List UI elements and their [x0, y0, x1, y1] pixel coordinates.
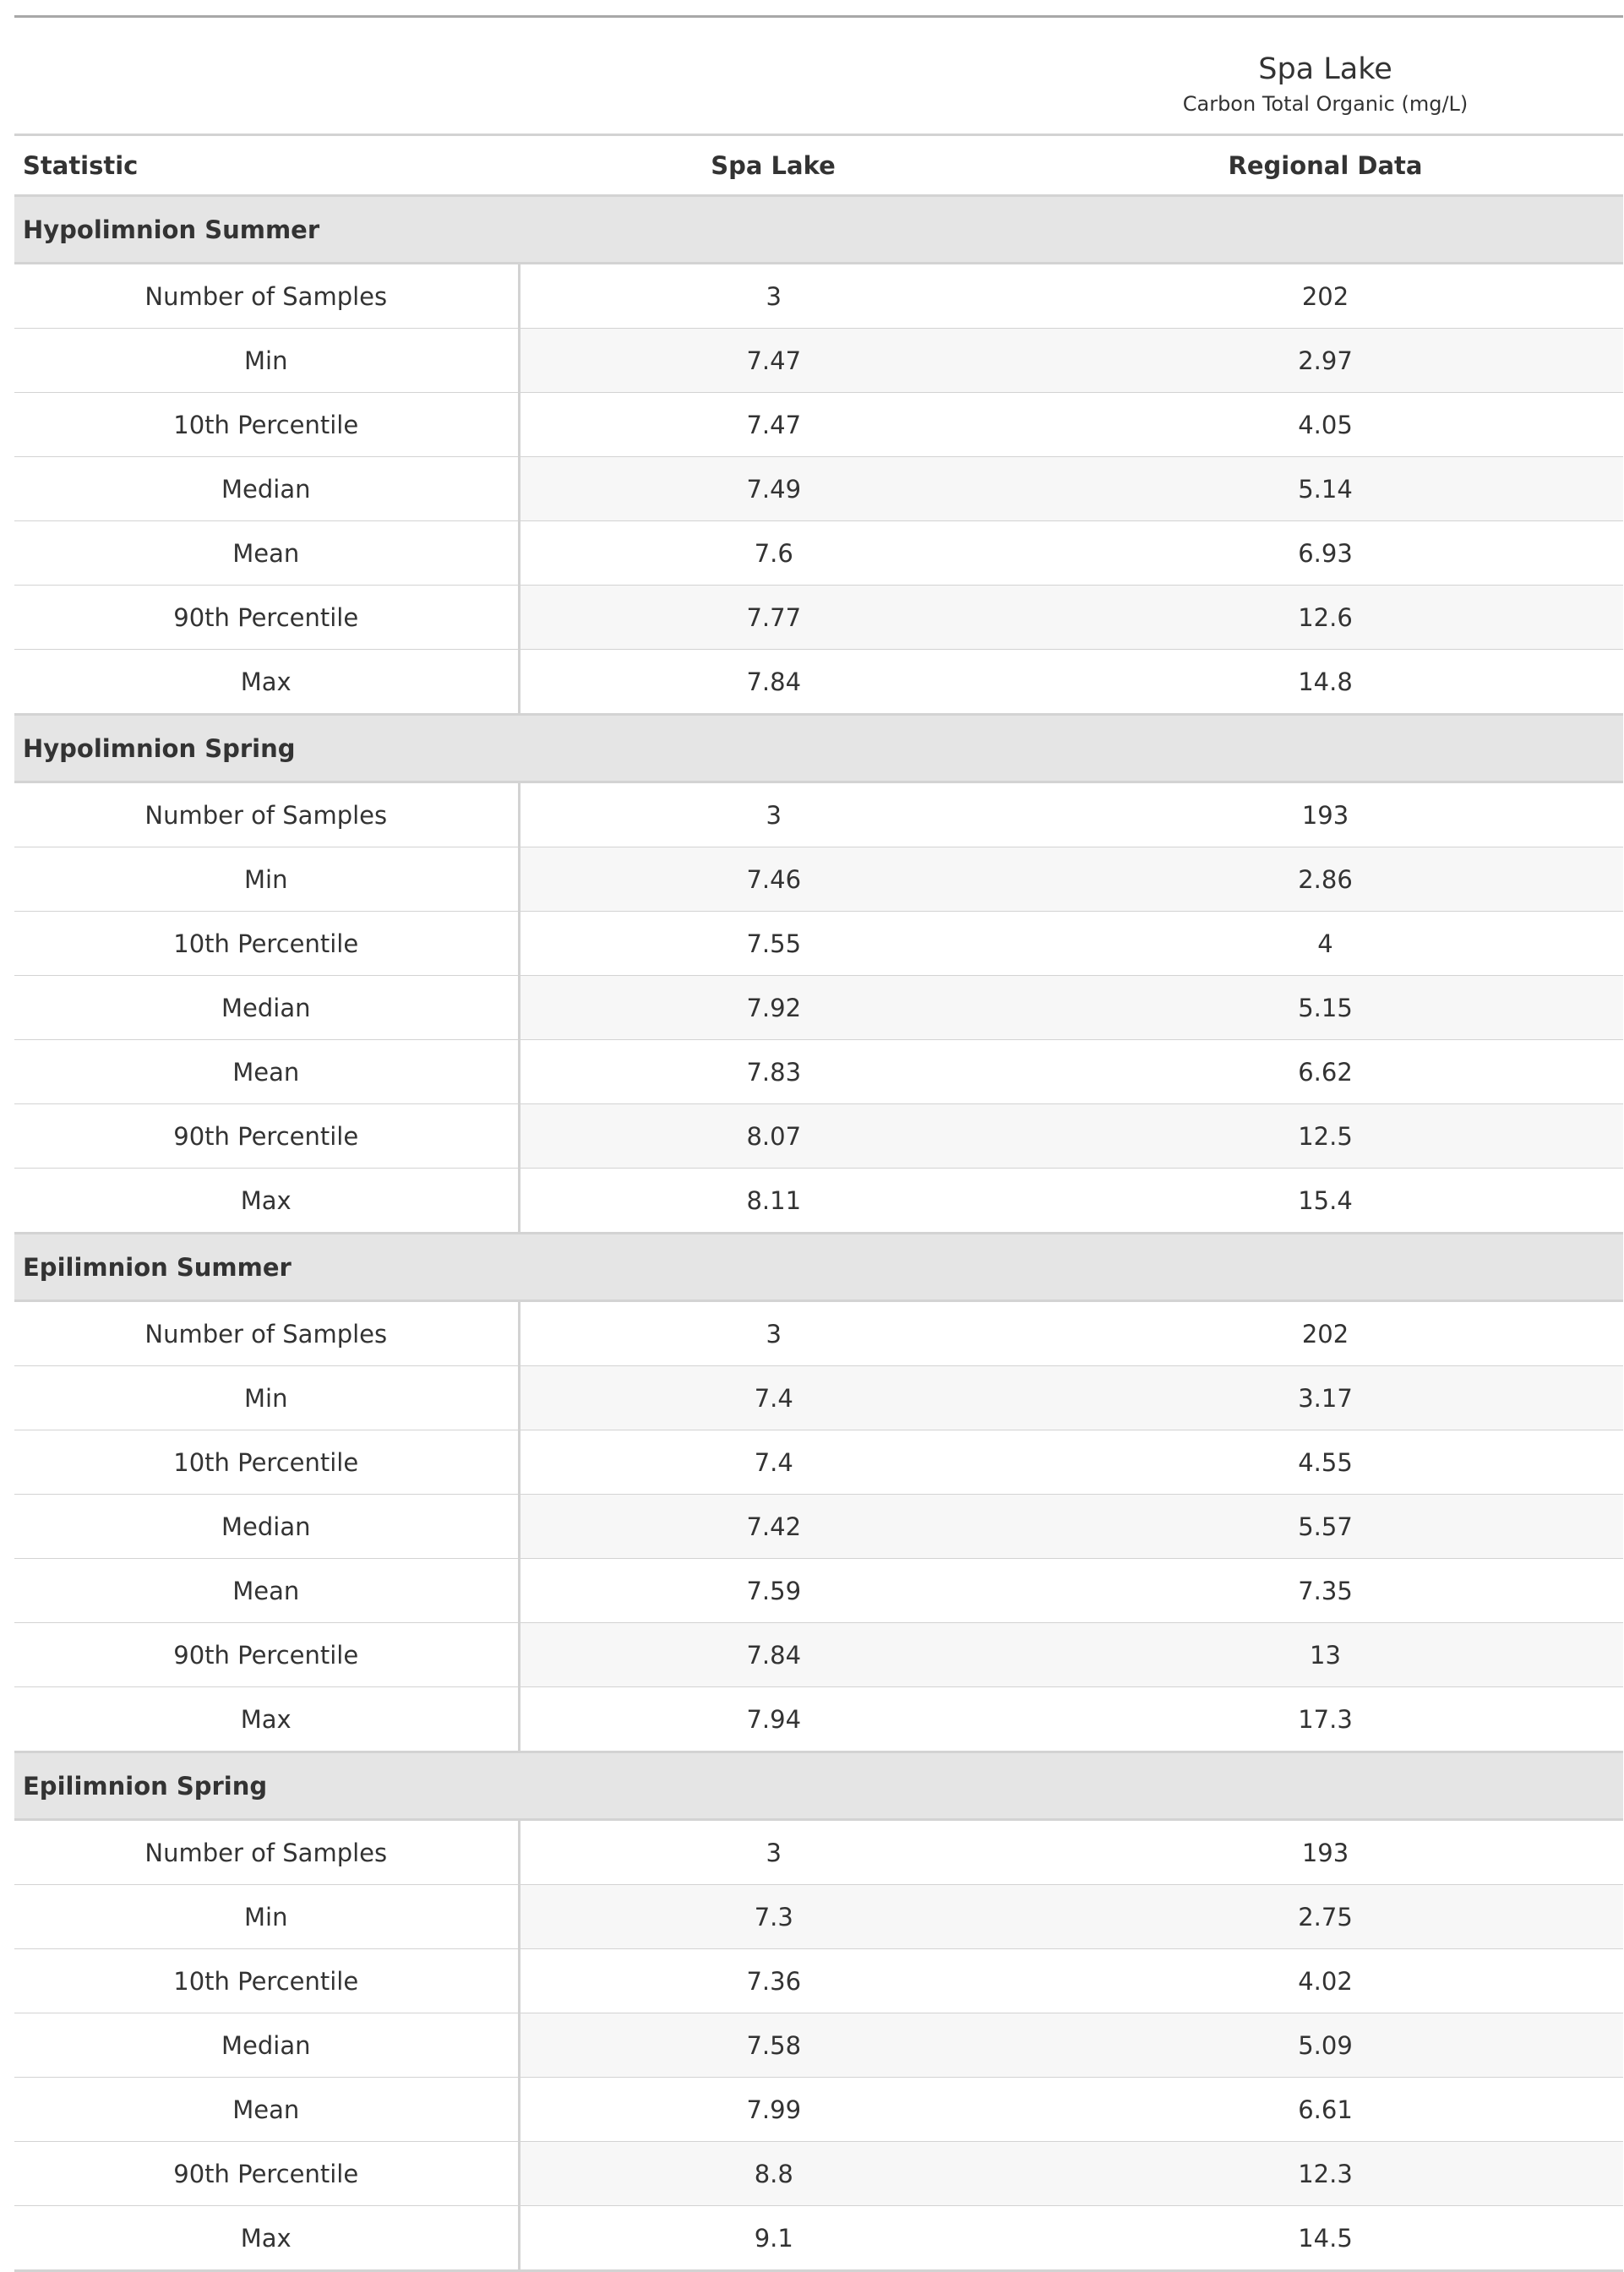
stat-cell: Mean	[14, 1040, 519, 1104]
stat-cell: Mean	[14, 2078, 519, 2142]
regional-data-cell: 4.02	[1027, 1949, 1623, 2013]
table-row	[14, 586, 1623, 650]
summary-table	[14, 15, 1623, 2272]
stat-cell: Number of Samples	[14, 264, 519, 329]
spa-lake-cell: 8.07	[519, 1104, 1027, 1169]
table-row	[14, 1820, 1623, 1885]
stat-cell: Min	[14, 1366, 519, 1430]
column-header-spa-lake: Spa Lake	[519, 135, 1027, 196]
spa-lake-cell: 7.47	[519, 329, 1027, 393]
spa-lake-cell: 7.47	[519, 393, 1027, 457]
regional-data-cell: 7.35	[1027, 1559, 1623, 1623]
stat-cell: Median	[14, 1495, 519, 1559]
stat-cell: Number of Samples	[14, 782, 519, 847]
spa-lake-cell: 7.4	[519, 1366, 1027, 1430]
stat-cell: 10th Percentile	[14, 1430, 519, 1495]
stat-cell: Median	[14, 976, 519, 1040]
spa-lake-cell: 7.83	[519, 1040, 1027, 1104]
stat-cell: 90th Percentile	[14, 1623, 519, 1687]
regional-data-cell: 2.86	[1027, 847, 1623, 912]
stat-cell: Number of Samples	[14, 1820, 519, 1885]
table-row	[14, 457, 1623, 521]
table-row	[14, 1366, 1623, 1430]
regional-data-cell: 3.17	[1027, 1366, 1623, 1430]
stat-cell: Max	[14, 1687, 519, 1752]
spa-lake-cell: 8.11	[519, 1169, 1027, 1234]
spa-lake-cell: 7.58	[519, 2013, 1027, 2078]
regional-data-cell: 6.62	[1027, 1040, 1623, 1104]
stat-cell: Min	[14, 1885, 519, 1949]
regional-data-cell: 202	[1027, 1301, 1623, 1366]
column-header-regional-data: Regional Data	[1027, 135, 1623, 196]
group-header-row	[14, 196, 1623, 264]
regional-data-cell: 4.55	[1027, 1430, 1623, 1495]
spa-lake-cell: 7.36	[519, 1949, 1027, 2013]
table-row	[14, 650, 1623, 715]
regional-data-cell: 12.5	[1027, 1104, 1623, 1169]
table-row	[14, 329, 1623, 393]
regional-data-cell: 193	[1027, 782, 1623, 847]
subtitle-row	[14, 86, 1623, 135]
group-header-row	[14, 1752, 1623, 1820]
spa-lake-cell: 7.46	[519, 847, 1027, 912]
table-row	[14, 1169, 1623, 1234]
group-label: Hypolimnion Summer	[14, 196, 1623, 264]
table-row	[14, 2142, 1623, 2206]
spa-lake-cell: 3	[519, 264, 1027, 329]
table-row	[14, 1559, 1623, 1623]
summary-table-container	[14, 15, 1623, 2272]
stat-cell: Max	[14, 2206, 519, 2271]
stat-cell: Mean	[14, 1559, 519, 1623]
regional-data-cell: 2.97	[1027, 329, 1623, 393]
table-row	[14, 1885, 1623, 1949]
stat-cell: Median	[14, 457, 519, 521]
spa-lake-cell: 7.59	[519, 1559, 1027, 1623]
table-title: Spa Lake	[1258, 52, 1392, 86]
spa-lake-cell: 3	[519, 1820, 1027, 1885]
regional-data-cell: 15.4	[1027, 1169, 1623, 1234]
stat-cell: Median	[14, 2013, 519, 2078]
spa-lake-cell: 7.84	[519, 1623, 1027, 1687]
table-row	[14, 521, 1623, 586]
stat-cell: Min	[14, 847, 519, 912]
table-row	[14, 1301, 1623, 1366]
regional-data-cell: 13	[1027, 1623, 1623, 1687]
stat-cell: Number of Samples	[14, 1301, 519, 1366]
table-row	[14, 1104, 1623, 1169]
table-row	[14, 1949, 1623, 2013]
table-row	[14, 2078, 1623, 2142]
spa-lake-cell: 7.92	[519, 976, 1027, 1040]
spa-lake-cell: 7.77	[519, 586, 1027, 650]
stat-cell: 10th Percentile	[14, 393, 519, 457]
regional-data-cell: 6.93	[1027, 521, 1623, 586]
stat-cell: 90th Percentile	[14, 1104, 519, 1169]
table-row	[14, 1040, 1623, 1104]
table-row	[14, 782, 1623, 847]
title-row	[14, 17, 1623, 87]
stat-cell: 90th Percentile	[14, 586, 519, 650]
table-row	[14, 1687, 1623, 1752]
table-row	[14, 2206, 1623, 2271]
regional-data-cell: 17.3	[1027, 1687, 1623, 1752]
table-header	[14, 17, 1623, 196]
regional-data-cell: 4	[1027, 912, 1623, 976]
spa-lake-cell: 3	[519, 782, 1027, 847]
regional-data-cell: 14.8	[1027, 650, 1623, 715]
regional-data-cell: 12.6	[1027, 586, 1623, 650]
group-header-row	[14, 1234, 1623, 1301]
table-row	[14, 912, 1623, 976]
table-row	[14, 264, 1623, 329]
table-row	[14, 1430, 1623, 1495]
regional-data-cell: 12.3	[1027, 2142, 1623, 2206]
spa-lake-cell: 7.49	[519, 457, 1027, 521]
table-body	[14, 196, 1623, 2271]
group-label: Hypolimnion Spring	[14, 715, 1623, 782]
stat-cell: 10th Percentile	[14, 1949, 519, 2013]
spa-lake-cell: 7.94	[519, 1687, 1027, 1752]
table-row	[14, 393, 1623, 457]
group-header-row	[14, 715, 1623, 782]
spa-lake-cell: 7.55	[519, 912, 1027, 976]
regional-data-cell: 5.14	[1027, 457, 1623, 521]
regional-data-cell: 5.15	[1027, 976, 1623, 1040]
table-row	[14, 847, 1623, 912]
regional-data-cell: 193	[1027, 1820, 1623, 1885]
spa-lake-cell: 7.4	[519, 1430, 1027, 1495]
column-header-row	[14, 135, 1623, 196]
table-row	[14, 1495, 1623, 1559]
column-header-statistic: Statistic	[14, 135, 519, 196]
regional-data-cell: 5.09	[1027, 2013, 1623, 2078]
stat-cell: Max	[14, 650, 519, 715]
table-subtitle: Carbon Total Organic (mg/L)	[1182, 92, 1469, 116]
regional-data-cell: 4.05	[1027, 393, 1623, 457]
spa-lake-cell: 7.99	[519, 2078, 1027, 2142]
stat-cell: Max	[14, 1169, 519, 1234]
stat-cell: Min	[14, 329, 519, 393]
regional-data-cell: 14.5	[1027, 2206, 1623, 2271]
regional-data-cell: 2.75	[1027, 1885, 1623, 1949]
spa-lake-cell: 7.3	[519, 1885, 1027, 1949]
spa-lake-cell: 7.42	[519, 1495, 1027, 1559]
stat-cell: Mean	[14, 521, 519, 586]
stat-cell: 90th Percentile	[14, 2142, 519, 2206]
spa-lake-cell: 8.8	[519, 2142, 1027, 2206]
spa-lake-cell: 7.84	[519, 650, 1027, 715]
spa-lake-cell: 7.6	[519, 521, 1027, 586]
group-label: Epilimnion Summer	[14, 1234, 1623, 1301]
table-row	[14, 976, 1623, 1040]
table-row	[14, 2013, 1623, 2078]
regional-data-cell: 5.57	[1027, 1495, 1623, 1559]
spa-lake-cell: 9.1	[519, 2206, 1027, 2271]
table-row	[14, 1623, 1623, 1687]
group-label: Epilimnion Spring	[14, 1752, 1623, 1820]
stat-cell: 10th Percentile	[14, 912, 519, 976]
regional-data-cell: 202	[1027, 264, 1623, 329]
regional-data-cell: 6.61	[1027, 2078, 1623, 2142]
spa-lake-cell: 3	[519, 1301, 1027, 1366]
